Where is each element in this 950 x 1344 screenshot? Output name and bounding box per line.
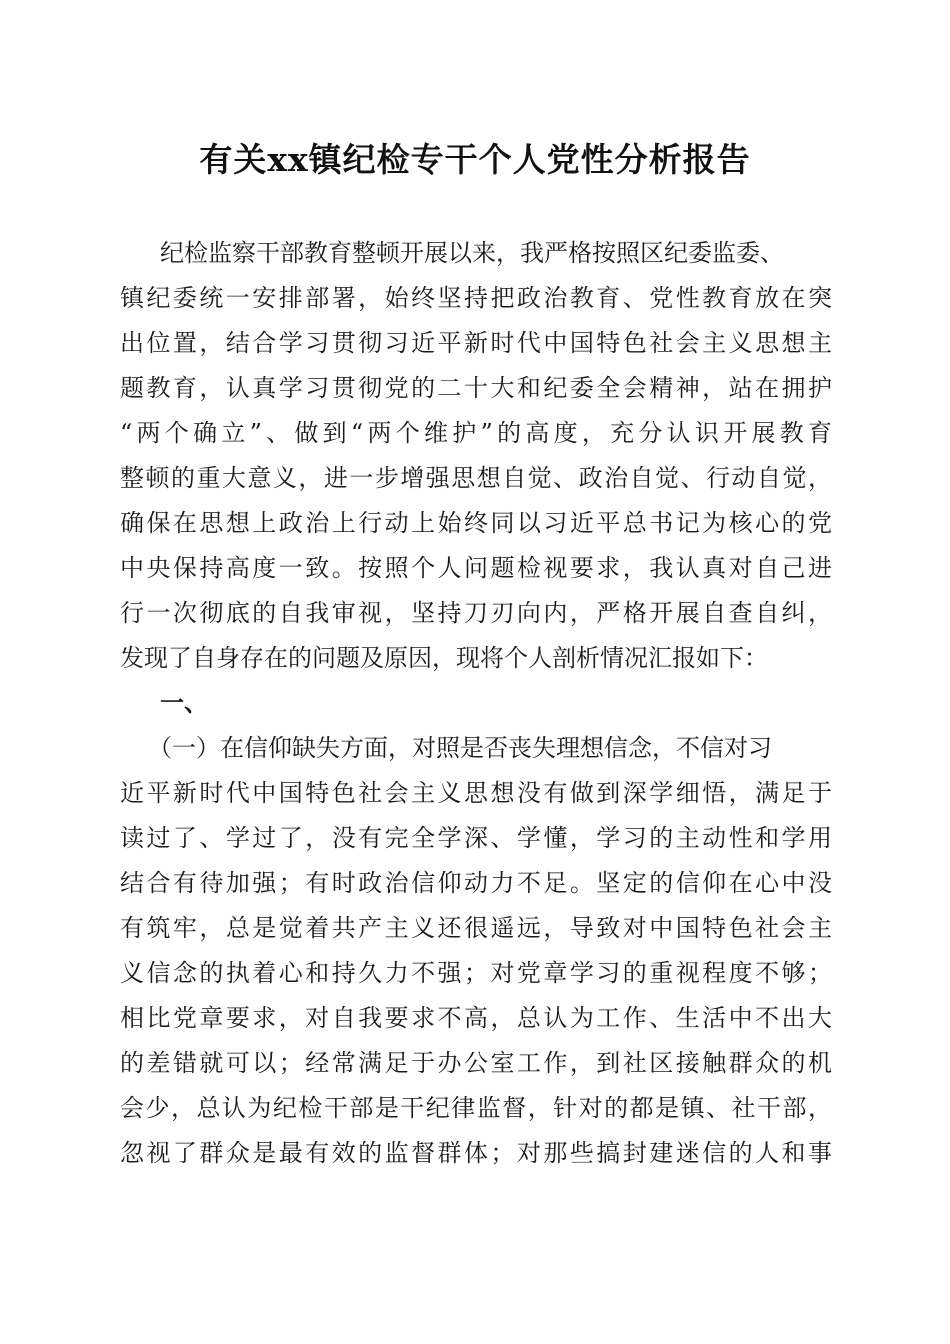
paragraph-line: 的差错就可以；经常满足于办公室工作，到社区接触群众的机 bbox=[120, 1049, 832, 1077]
paragraph-line: 结合有待加强；有时政治信仰动力不足。坚定的信仰在心中没 bbox=[120, 869, 832, 897]
paragraph-line: 镇纪委统一安排部署，始终坚持把政治教育、党性教育放在突 bbox=[120, 284, 832, 312]
paragraph-line: 题教育，认真学习贯彻党的二十大和纪委全会精神，站在拥护 bbox=[120, 374, 832, 402]
paragraph-line: 近平新时代中国特色社会主义思想没有做到深学细悟，满足于 bbox=[120, 779, 832, 807]
paragraph-line: 会少，总认为纪检干部是干纪律监督，针对的都是镇、社干部， bbox=[120, 1094, 832, 1122]
paragraph-line: “两个确立”、做到“两个维护”的高度，充分认识开展教育 bbox=[120, 419, 832, 447]
paragraph-line: 发现了自身存在的问题及原因，现将个人剖析情况汇报如下： bbox=[120, 644, 768, 672]
paragraph-line: （一）在信仰缺失方面，对照是否丧失理想信念，不信对习 bbox=[148, 734, 772, 762]
paragraph-line: 忽视了群众是最有效的监督群体；对那些搞封建迷信的人和事 bbox=[120, 1139, 832, 1167]
paragraph-line: 相比党章要求，对自我要求不高，总认为工作、生活中不出大 bbox=[120, 1004, 832, 1032]
paragraph-line: 读过了、学过了，没有完全学深、学懂，学习的主动性和学用 bbox=[120, 824, 832, 852]
paragraph-line: 行一次彻底的自我审视，坚持刀刃向内，严格开展自查自纠， bbox=[120, 599, 832, 627]
paragraph-line: 中央保持高度一致。按照个人问题检视要求，我认真对自己进 bbox=[120, 554, 832, 582]
paragraph-line: 纪检监察干部教育整顿开展以来，我严格按照区纪委监委、 bbox=[160, 239, 784, 267]
paragraph-line: 整顿的重大意义，进一步增强思想自觉、政治自觉、行动自觉， bbox=[120, 464, 832, 492]
paragraph-line: 出位置，结合学习贯彻习近平新时代中国特色社会主义思想主 bbox=[120, 329, 832, 357]
paragraph-line: 有筑牢，总是觉着共产主义还很遥远，导致对中国特色社会主 bbox=[120, 914, 832, 942]
document-title: 有关xx镇纪检专干个人党性分析报告 bbox=[199, 140, 751, 179]
paragraph-line: 确保在思想上政治上行动上始终同以习近平总书记为核心的党 bbox=[120, 509, 832, 537]
paragraph-line: 义信念的执着心和持久力不强；对党章学习的重视程度不够； bbox=[120, 959, 832, 987]
section-heading: 一、 bbox=[160, 688, 208, 717]
